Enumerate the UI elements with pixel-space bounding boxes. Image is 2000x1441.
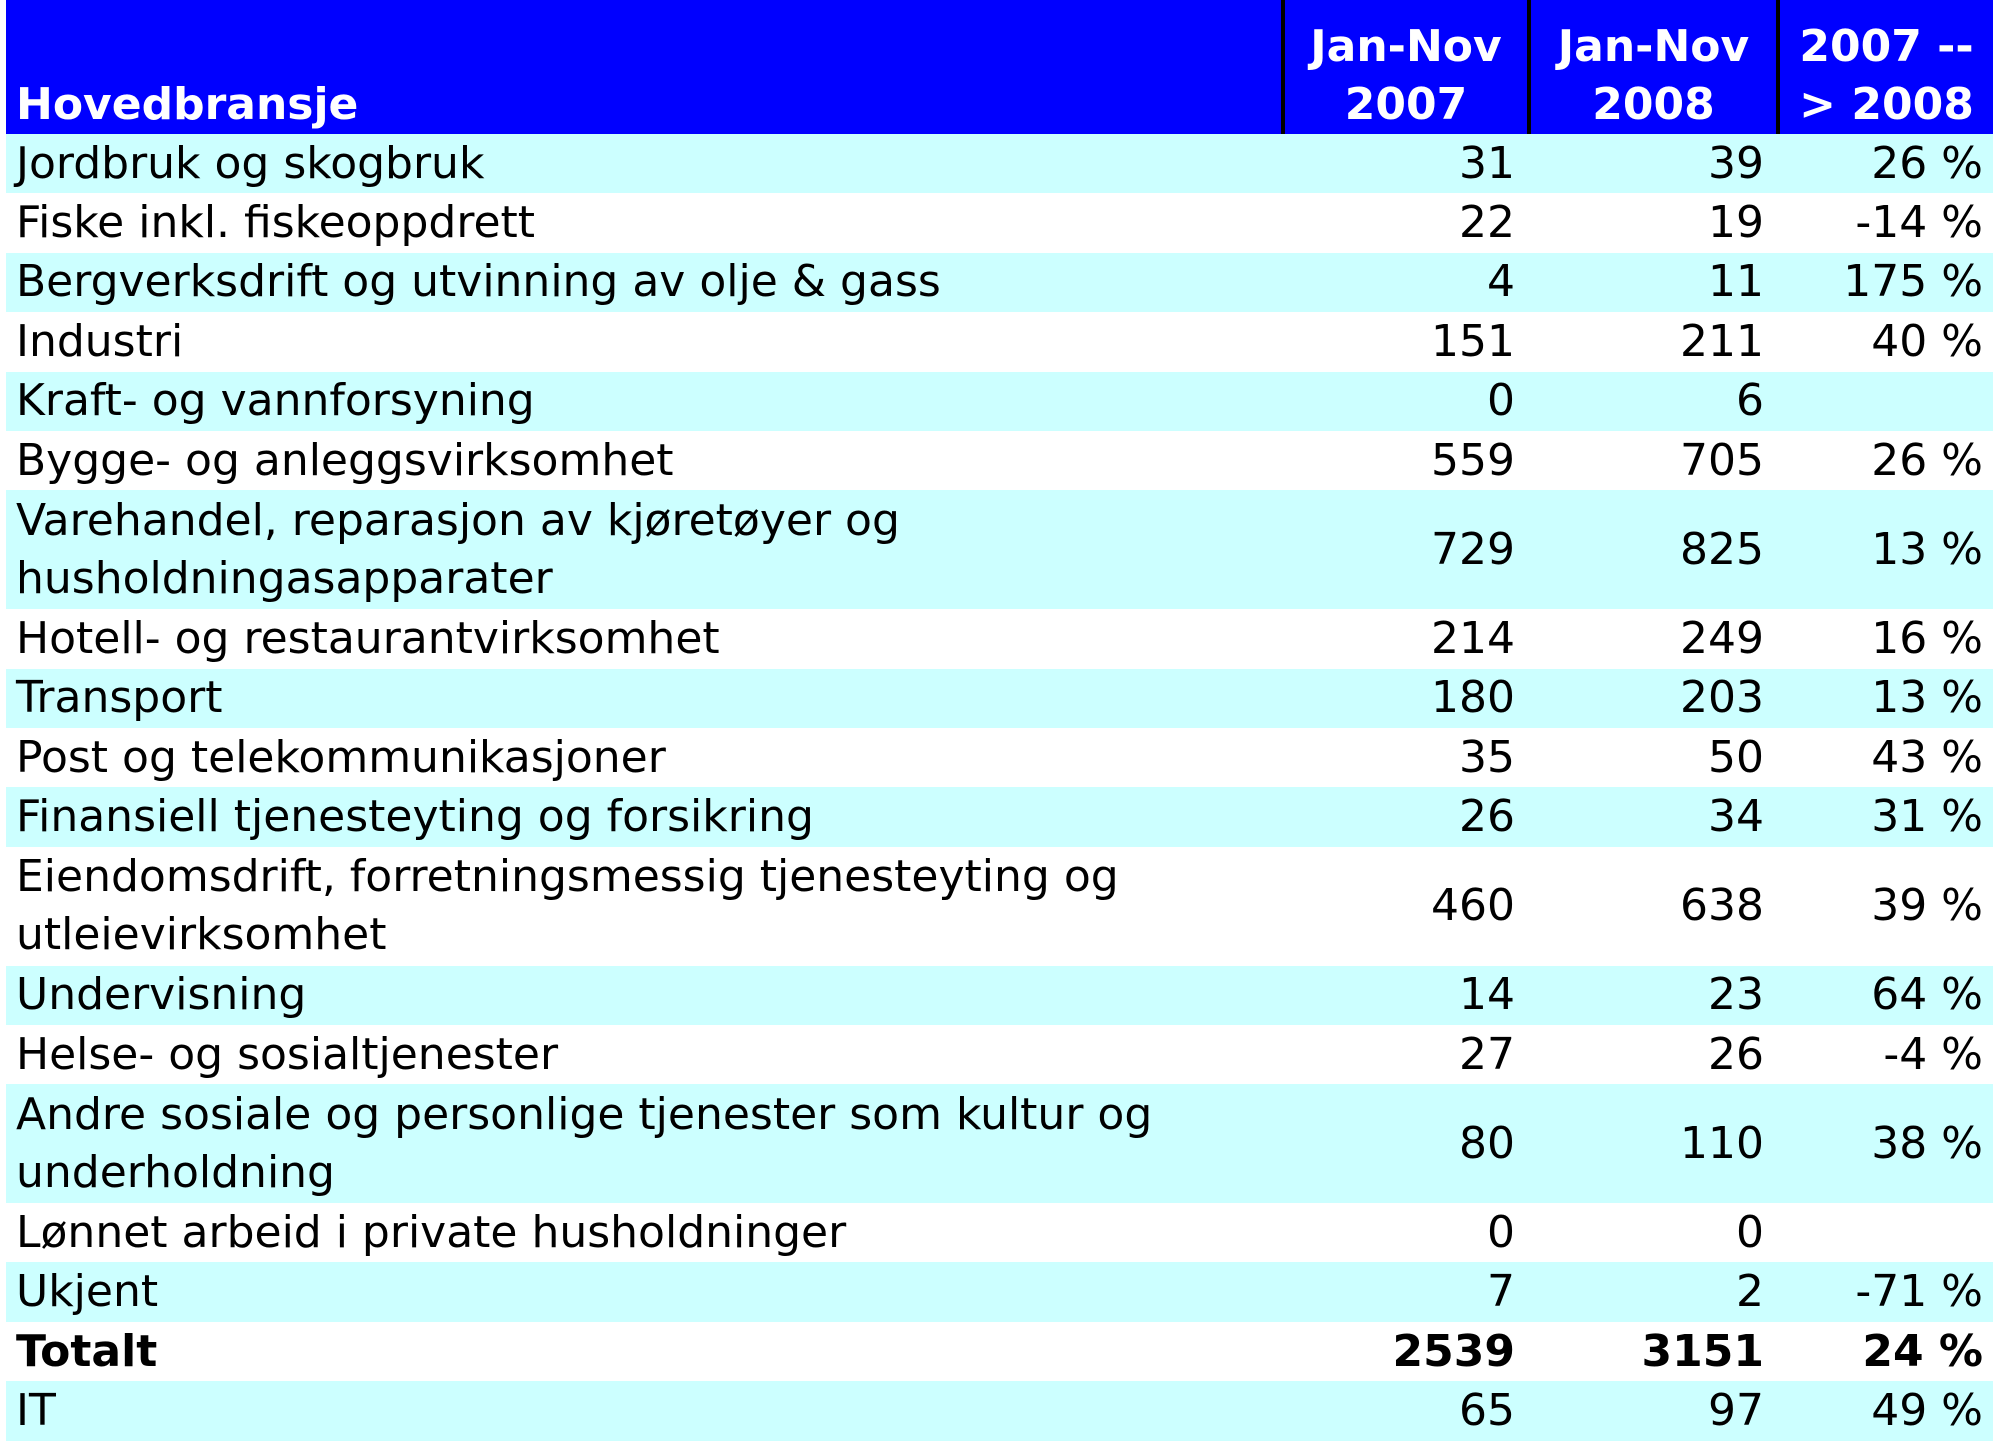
column-header-2007-line2: 2007 <box>1344 79 1468 130</box>
row-value-2007: 14 <box>1283 966 1529 1025</box>
row-category: Kraft- og vannforsyning <box>6 372 1283 431</box>
row-change: 64 % <box>1778 966 1993 1025</box>
table-row <box>6 193 1993 252</box>
row-category: Industri <box>6 312 1283 371</box>
table-row <box>6 1203 1993 1262</box>
row-category: Bergverksdrift og utvinning av olje & gass <box>6 253 1283 312</box>
row-change: 40 % <box>1778 312 1993 371</box>
column-header-2008-line1: Jan-Nov <box>1557 21 1750 72</box>
row-category: IT <box>6 1381 1283 1440</box>
row-change: 24 % <box>1778 1322 1993 1381</box>
row-value-2008: 110 <box>1529 1084 1778 1203</box>
row-value-2008: 39 <box>1529 134 1778 193</box>
row-change: 16 % <box>1778 609 1993 668</box>
row-change: 26 % <box>1778 431 1993 490</box>
table-body <box>6 134 1993 1441</box>
row-change <box>1778 1203 1993 1262</box>
table-row <box>6 669 1993 728</box>
row-change: 49 % <box>1778 1381 1993 1440</box>
column-header-change-line2: > 2008 <box>1799 79 1974 130</box>
table-row <box>6 847 1993 966</box>
header-row <box>6 0 1993 134</box>
table-row <box>6 134 1993 193</box>
row-value-2008: 3151 <box>1529 1322 1778 1381</box>
table-row <box>6 431 1993 490</box>
row-value-2007: 151 <box>1283 312 1529 371</box>
row-value-2007: 0 <box>1283 372 1529 431</box>
row-category: Transport <box>6 669 1283 728</box>
table-row <box>6 1084 1993 1203</box>
row-value-2007: 214 <box>1283 609 1529 668</box>
row-category: Ukjent <box>6 1262 1283 1321</box>
row-change <box>1778 372 1993 431</box>
row-change: 31 % <box>1778 787 1993 846</box>
table-row <box>6 1025 1993 1084</box>
row-value-2007: 0 <box>1283 1203 1529 1262</box>
table-row <box>6 1381 1993 1440</box>
row-value-2007: 559 <box>1283 431 1529 490</box>
row-value-2008: 211 <box>1529 312 1778 371</box>
column-header-2007-line1: Jan-Nov <box>1310 21 1502 72</box>
row-value-2007: 27 <box>1283 1025 1529 1084</box>
row-category: Eiendomsdrift, forretningsmessig tjenesteyting og utleievirksomhet <box>6 847 1283 966</box>
row-change: 13 % <box>1778 669 1993 728</box>
row-value-2008: 638 <box>1529 847 1778 966</box>
row-value-2008: 0 <box>1529 1203 1778 1262</box>
row-value-2008: 50 <box>1529 728 1778 787</box>
row-value-2008: 2 <box>1529 1262 1778 1321</box>
column-header-2008-line2: 2008 <box>1592 79 1715 130</box>
row-value-2008: 34 <box>1529 787 1778 846</box>
row-value-2008: 6 <box>1529 372 1778 431</box>
table-row <box>6 312 1993 371</box>
row-category: Totalt <box>6 1322 1283 1381</box>
row-category: Helse- og sosialtjenester <box>6 1025 1283 1084</box>
row-value-2007: 729 <box>1283 490 1529 609</box>
row-value-2008: 705 <box>1529 431 1778 490</box>
row-category: Finansiell tjenesteyting og forsikring <box>6 787 1283 846</box>
row-value-2007: 31 <box>1283 134 1529 193</box>
row-change: 26 % <box>1778 134 1993 193</box>
row-change: -71 % <box>1778 1262 1993 1321</box>
row-value-2008: 23 <box>1529 966 1778 1025</box>
row-value-2007: 2539 <box>1283 1322 1529 1381</box>
row-category: Bygge- og anleggsvirksomhet <box>6 431 1283 490</box>
table-row <box>6 787 1993 846</box>
row-value-2008: 11 <box>1529 253 1778 312</box>
table-row <box>6 966 1993 1025</box>
column-header-category-label: Hovedbransje <box>16 79 359 130</box>
row-value-2007: 22 <box>1283 193 1529 252</box>
row-value-2008: 26 <box>1529 1025 1778 1084</box>
row-value-2007: 460 <box>1283 847 1529 966</box>
row-category: Andre sosiale og personlige tjenester som kultur og underholdning <box>6 1084 1283 1203</box>
row-category: Hotell- og restaurantvirksomhet <box>6 609 1283 668</box>
row-category: Undervisning <box>6 966 1283 1025</box>
row-category: Varehandel, reparasjon av kjøretøyer og husholdningasapparater <box>6 490 1283 609</box>
row-change: 38 % <box>1778 1084 1993 1203</box>
row-value-2007: 65 <box>1283 1381 1529 1440</box>
column-header-2007 <box>1283 0 1529 134</box>
table-row <box>6 728 1993 787</box>
table-row <box>6 253 1993 312</box>
row-value-2008: 825 <box>1529 490 1778 609</box>
row-change: -14 % <box>1778 193 1993 252</box>
table-row <box>6 609 1993 668</box>
row-value-2008: 249 <box>1529 609 1778 668</box>
row-value-2008: 97 <box>1529 1381 1778 1440</box>
row-value-2007: 80 <box>1283 1084 1529 1203</box>
row-change: -4 % <box>1778 1025 1993 1084</box>
row-change: 13 % <box>1778 490 1993 609</box>
row-value-2007: 4 <box>1283 253 1529 312</box>
row-value-2007: 26 <box>1283 787 1529 846</box>
row-category: Fiske inkl. fiskeoppdrett <box>6 193 1283 252</box>
row-change: 43 % <box>1778 728 1993 787</box>
column-header-category <box>6 0 1283 134</box>
column-header-change-line1: 2007 -- <box>1799 21 1974 72</box>
row-value-2007: 7 <box>1283 1262 1529 1321</box>
row-category: Post og telekommunikasjoner <box>6 728 1283 787</box>
column-header-change <box>1778 0 1993 134</box>
row-value-2007: 180 <box>1283 669 1529 728</box>
table-row <box>6 490 1993 609</box>
column-header-2008 <box>1529 0 1778 134</box>
industry-table <box>6 0 1993 1441</box>
table-row <box>6 1322 1993 1381</box>
row-change: 39 % <box>1778 847 1993 966</box>
row-change: 175 % <box>1778 253 1993 312</box>
row-category: Lønnet arbeid i private husholdninger <box>6 1203 1283 1262</box>
table-row <box>6 372 1993 431</box>
table-row <box>6 1262 1993 1321</box>
row-value-2007: 35 <box>1283 728 1529 787</box>
row-value-2008: 19 <box>1529 193 1778 252</box>
row-value-2008: 203 <box>1529 669 1778 728</box>
row-category: Jordbruk og skogbruk <box>6 134 1283 193</box>
